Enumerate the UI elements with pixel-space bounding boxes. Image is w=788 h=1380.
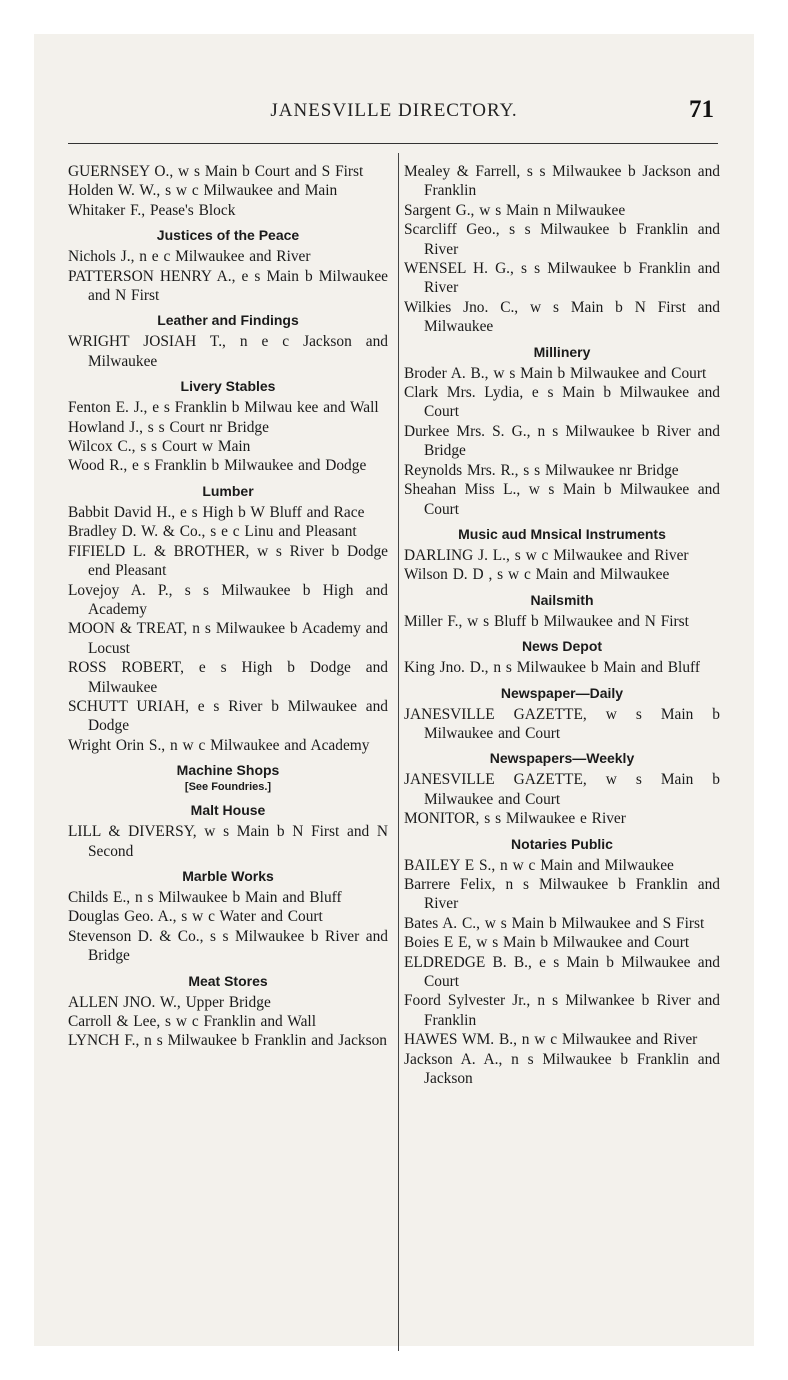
directory-entry: Boies E E, w s Main b Milwaukee and Court [404,934,690,952]
directory-entry: PATTERSON HENRY A., e s Main b Milwaukee and N First [68,267,388,305]
directory-entry: LYNCH F., n s Milwaukee b Franklin and Jackson [68,1032,387,1050]
directory-entry: ALLEN JNO. W., Upper Bridge [68,993,271,1011]
directory-entry: Jackson A. A., n s Milwaukee b Franklin and Jackson [404,1050,720,1088]
section-heading: Newspapers—Weekly [489,750,635,767]
section-heading: Leather and Findings [157,312,299,329]
section-heading: Meat Stores [188,972,268,989]
directory-entry: JANESVILLE GAZETTE, w s Main b Milwaukee and Court [404,705,720,742]
section-heading: Nailsmith [530,591,594,608]
section-heading: Music aud Mnsical Instruments [458,525,666,542]
left-column [68,162,388,1051]
section-heading: Malt House [190,802,266,819]
section-heading: Millinery [533,343,591,360]
directory-entry: GUERNSEY O., w s Main b Court and S First [68,163,364,180]
section-heading: Notaries Public [511,835,613,852]
directory-entry: Bates A. C., w s Main b Milwaukee and S First [404,914,705,932]
directory-entry: Durkee Mrs. S. G., n s Milwaukee b River and Bridge [404,422,720,460]
section-heading: Livery Stables [180,378,276,395]
directory-entry: HAWES WM. B., n w c Milwaukee and River [404,1031,698,1049]
section-heading: Lumber [202,482,254,499]
directory-entry: Clark Mrs. Lydia, e s Main b Milwaukee and Court [404,384,720,421]
directory-entry: MOON & TREAT, n s Milwaukee b Academy and Locust [68,620,388,657]
directory-entry: Scarcliff Geo., s s Milwaukee b Franklin and River [404,221,720,258]
directory-entry: Babbit David H., e s High b W Bluff and Race [68,503,365,521]
directory-page [34,34,754,1346]
directory-entry: Wood R., e s Franklin b Milwaukee and Dodge [68,457,367,475]
section-heading: Justices of the Peace [156,227,300,244]
column-divider [398,153,399,1351]
directory-entry: SCHUTT URIAH, e s River b Milwaukee and Dodge [68,697,388,735]
directory-entry: Wilson D. D , s w c Main and Milwaukee [404,566,670,584]
directory-entry: LILL & DIVERSY, w s Main b N First and N Second [68,823,388,860]
section-heading: News Depot [521,638,603,655]
directory-entry: FIFIELD L. & BROTHER, w s River b Dodge end Pleasant [68,542,388,580]
directory-entry: Howland J., s s Court nr Bridge [68,418,269,436]
directory-entry: Foord Sylvester Jr., n s Milwankee b River and Franklin [404,992,720,1029]
directory-entry: WENSEL H. G., s s Milwaukee b Franklin and River [404,260,720,297]
directory-entry: Wilcox C., s s Court w Main [68,438,251,456]
section-heading: Marble Works [182,867,274,884]
directory-entry: Reynolds Mrs. R., s s Milwaukee nr Bridge [404,461,679,479]
header-rule [68,143,718,144]
directory-entry: Stevenson D. & Co., s s Milwaukee b River and Bridge [68,927,388,965]
directory-entry: ROSS ROBERT, e s High b Dodge and Milwaukee [68,659,388,696]
right-column [404,162,720,1088]
directory-entry: Douglas Geo. A., s w c Water and Court [68,908,323,926]
directory-entry: Mealey & Farrell, s s Milwaukee b Jackson and Franklin [404,163,720,200]
directory-entry: Whitaker F., Pease's Block [68,201,236,219]
directory-entry: Sargent G., w s Main n Milwaukee [404,201,626,219]
directory-entry: MONITOR, s s Milwaukee e River [404,810,626,828]
running-title: JANESVILLE DIRECTORY. [270,100,518,121]
directory-entry: Childs E., n s Milwaukee b Main and Bluff [68,888,342,906]
directory-entry: DARLING J. L., s w c Milwaukee and River [404,546,689,564]
directory-entry: JANESVILLE GAZETTE, w s Main b Milwaukee and Court [404,771,720,808]
directory-entry: Holden W. W., s w c Milwaukee and Main [68,182,338,200]
directory-entry: Lovejoy A. P., s s Milwaukee b High and Academy [68,581,388,618]
directory-entry: Carroll & Lee, s w c Franklin and Wall [68,1013,316,1030]
directory-entry: Fenton E. J., e s Franklin b Milwau kee and Wall [68,399,379,417]
directory-entry: Barrere Felix, n s Milwaukee b Franklin and River [404,875,720,913]
directory-entry: Nichols J., n e c Milwaukee and River [68,248,311,266]
directory-entry: WRIGHT JOSIAH T., n e c Jackson and Milwaukee [68,333,388,370]
page-number: 71 [689,96,714,123]
directory-entry: Bradley D. W. & Co., s e c Linu and Pleasant [68,523,357,541]
cross-reference-note: [See Foundries.] [184,781,272,794]
section-heading: Machine Shops [176,762,280,779]
directory-entry: Sheahan Miss L., w s Main b Milwaukee and Court [404,481,720,518]
directory-entry: Wright Orin S., n w c Milwaukee and Academy [68,736,370,754]
directory-entry: Miller F., w s Bluff b Milwaukee and N First [404,612,689,630]
section-heading: Newspaper—Daily [500,684,624,701]
directory-entry: King Jno. D., n s Milwaukee b Main and Bluff [404,659,700,677]
directory-entry: Wilkies Jno. C., w s Main b N First and Milwaukee [404,298,720,336]
directory-entry: Broder A. B., w s Main b Milwaukee and Court [404,364,707,382]
directory-entry: ELDREDGE B. B., e s Main b Milwaukee and Court [404,953,720,990]
directory-entry: BAILEY E S., n w c Main and Milwaukee [404,856,674,874]
